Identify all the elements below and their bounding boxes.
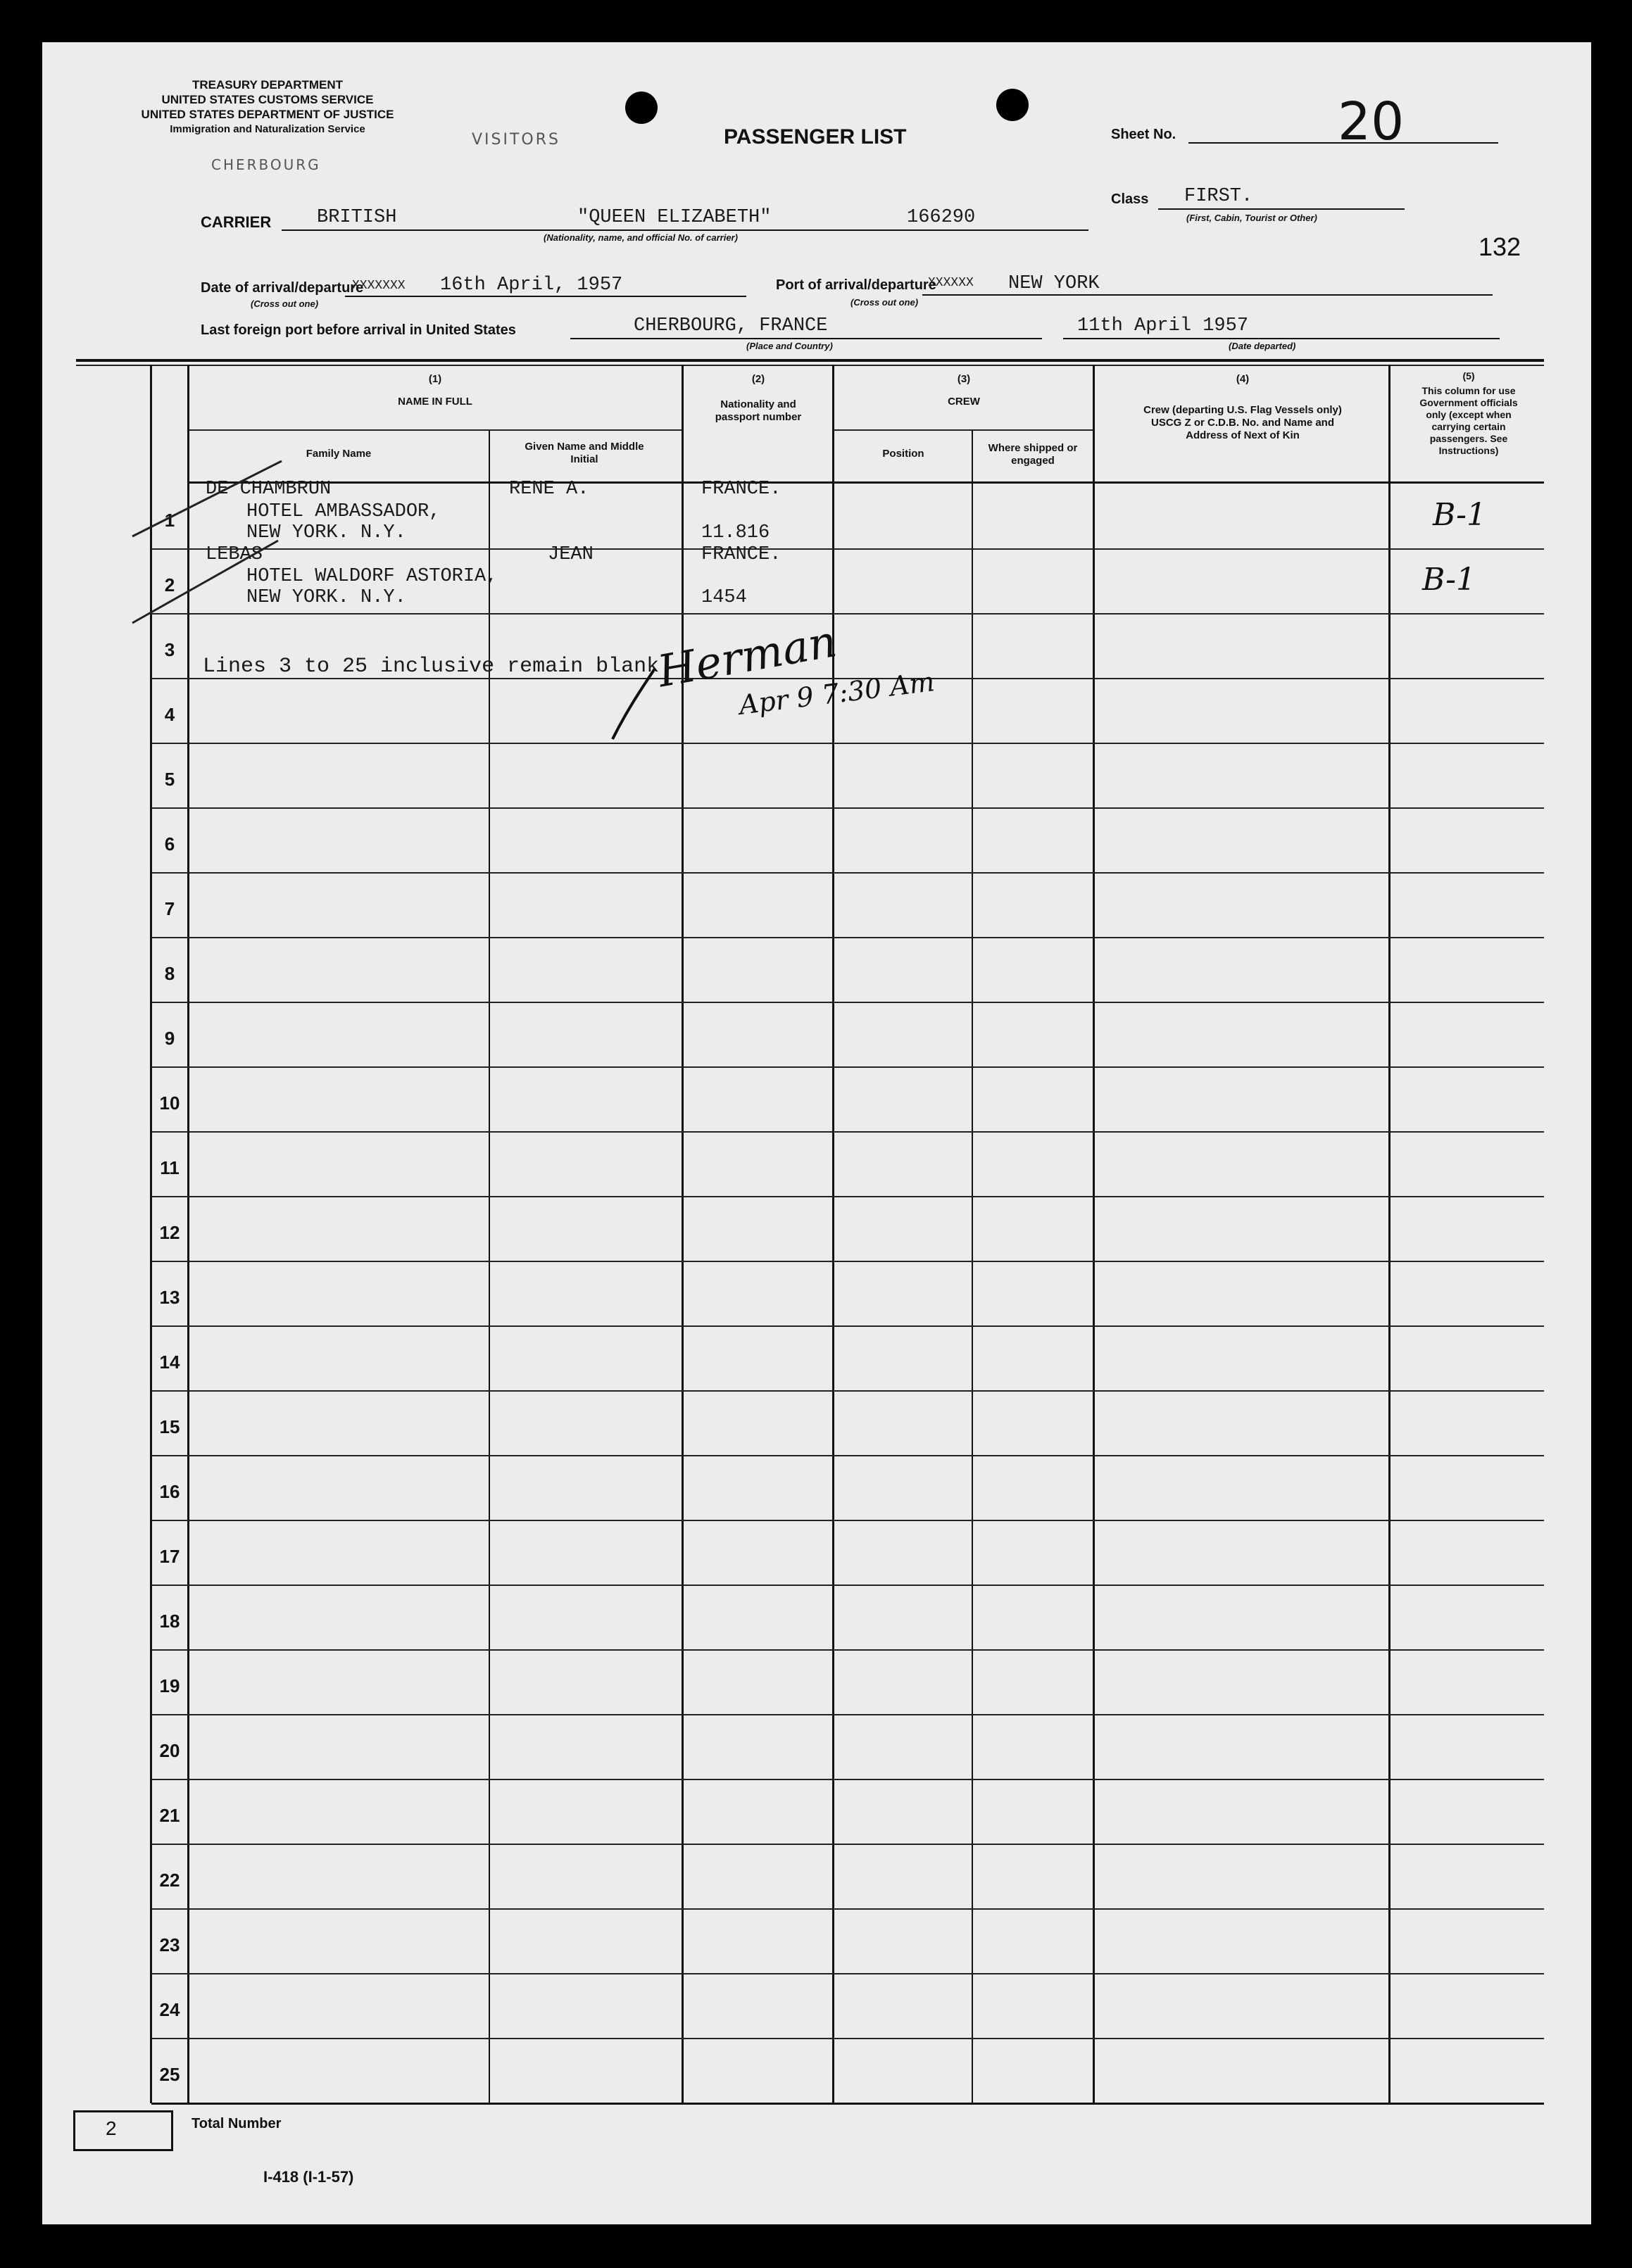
passenger-address: HOTEL WALDORF ASTORIA, (246, 566, 498, 587)
row-rule (151, 872, 1544, 874)
port-line (922, 294, 1493, 296)
row-rule (151, 1066, 1544, 1068)
col2-title: Nationality and passport number (715, 398, 802, 423)
header-bottom-rule (189, 481, 1544, 484)
col-line (972, 429, 973, 2103)
agency-line: Immigration and Naturalization Service (170, 123, 365, 135)
carrier-caption: (Nationality, name, and official No. of carrier) (544, 232, 738, 243)
row-rule (151, 1325, 1544, 1327)
row-rule (151, 1002, 1544, 1003)
row-number: 7 (164, 898, 175, 919)
official-mark: B-1 (1422, 562, 1476, 598)
carrier-line (282, 229, 1088, 231)
port-label: Port of arrival/departure (776, 277, 936, 293)
passenger-address: HOTEL AMBASSADOR, (246, 501, 441, 522)
carrier-number: 166290 (907, 207, 976, 228)
col-line (1093, 365, 1095, 2103)
last-port-value: CHERBOURG, FRANCE (634, 315, 828, 336)
row-number: 24 (159, 1999, 180, 2020)
inspector-signature: Herman (653, 615, 841, 698)
row-number: 12 (159, 1222, 180, 1243)
table-top-rule (76, 359, 1544, 362)
row-number: 11 (160, 1157, 180, 1178)
shipped-header: Where shipped or engaged (988, 442, 1078, 467)
col2-header (684, 373, 832, 424)
row-number: 5 (164, 769, 175, 790)
stamp-cherbourg: CHERBOURG (211, 156, 321, 173)
date-line (345, 296, 746, 297)
row-rule (151, 1131, 1544, 1133)
header-subrule (834, 429, 1093, 431)
given-name-header: Given Name and Middle Initial (525, 441, 644, 465)
row-rule (151, 548, 1544, 550)
agency-line: UNITED STATES DEPARTMENT OF JUSTICE (141, 108, 394, 121)
punch-hole-right (996, 89, 1029, 121)
row-rule (151, 1585, 1544, 1586)
form-id: I-418 (I-1-57) (263, 2168, 354, 2186)
row-rule (151, 1844, 1544, 1845)
row-rule (151, 937, 1544, 938)
col4-title: Crew (departing U.S. Flag Vessels only) USCG Z or C.D.B. No. and Name and Address of Next of Kin (1143, 404, 1342, 441)
row-rule (151, 1261, 1544, 1262)
row-number: 16 (159, 1481, 180, 1502)
place-caption: (Place and Country) (746, 341, 833, 351)
col-line (1388, 365, 1391, 2103)
row-number: 18 (159, 1611, 180, 1632)
family-name-header: Family Name (306, 448, 372, 460)
row-rule (151, 743, 1544, 744)
date-struck: XXXXXXX (352, 279, 406, 293)
row-rule (151, 1908, 1544, 1910)
agency-block (99, 77, 437, 137)
row-number: 2 (164, 574, 175, 596)
date-label: Date of arrival/departure (201, 280, 364, 296)
row-number: 13 (159, 1287, 180, 1308)
class-label: Class (1111, 191, 1149, 207)
carrier-label: CARRIER (201, 213, 272, 231)
row-rule (151, 1714, 1544, 1715)
last-port-line (570, 338, 1042, 339)
passenger-given-name: JEAN (548, 544, 594, 565)
col5-title: This column for use Government officials only (except when carrying certain passengers. See Instructions) (1419, 385, 1518, 456)
col4-header (1098, 373, 1387, 442)
punch-hole-left (625, 92, 658, 124)
row-rule (151, 2038, 1544, 2039)
row-number: 14 (159, 1352, 180, 1373)
col5-header (1391, 370, 1546, 457)
passenger-given-name: RENE A. (509, 479, 589, 500)
row-rule (151, 1649, 1544, 1651)
row-rule (151, 1196, 1544, 1197)
row-number: 1 (164, 510, 175, 531)
header-subrule (189, 429, 682, 431)
port-struck: XXXXXX (928, 276, 974, 290)
table-bottom-rule (151, 2103, 1544, 2105)
row-rule (151, 1520, 1544, 1521)
col2-num: (2) (751, 373, 765, 385)
row-number: 10 (159, 1092, 180, 1114)
row-number: 8 (164, 963, 175, 984)
col1-num: (1) (428, 373, 442, 385)
carrier-name: "QUEEN ELIZABETH" (577, 207, 772, 228)
row-number: 15 (159, 1416, 180, 1437)
passenger-family-name: DE CHAMBRUN (206, 479, 332, 500)
date-value: 16th April, 1957 (440, 275, 623, 296)
row-check-marks (127, 458, 310, 634)
passenger-passport: 11.816 (701, 522, 770, 543)
row-number: 4 (164, 704, 175, 725)
total-value: 2 (106, 2117, 117, 2139)
row-rule (151, 1779, 1544, 1780)
row-rule (151, 807, 1544, 809)
stamp-visitors: VISITORS (472, 131, 560, 149)
passenger-address: NEW YORK. N.Y. (246, 522, 406, 543)
departed-value: 11th April 1957 (1077, 315, 1249, 336)
col3-num: (3) (957, 373, 971, 385)
row-number: 21 (159, 1805, 180, 1826)
departed-caption: (Date departed) (1229, 341, 1296, 351)
table-top-rule-2 (76, 365, 1544, 366)
row-number: 19 (159, 1675, 180, 1696)
official-mark: B-1 (1433, 497, 1487, 533)
last-port-label: Last foreign port before arrival in United States (201, 322, 516, 338)
row-rule (151, 1455, 1544, 1456)
date-cross-caption: (Cross out one) (251, 298, 319, 309)
port-value: NEW YORK (1008, 273, 1100, 294)
signature-stroke (605, 662, 690, 746)
col5-num: (5) (1462, 370, 1475, 382)
row-number: 20 (159, 1740, 180, 1761)
sheet-label: Sheet No. (1111, 127, 1176, 142)
passenger-nationality: FRANCE. (701, 544, 782, 565)
agency-line: TREASURY DEPARTMENT (192, 78, 344, 92)
carrier-nationality: BRITISH (317, 207, 397, 228)
page-number: 132 (1479, 232, 1521, 261)
passenger-list-sheet (42, 42, 1591, 2224)
row-rule (151, 1973, 1544, 1974)
col3-title: CREW (948, 396, 980, 408)
sheet-number: 20 (1338, 92, 1405, 152)
class-caption: (First, Cabin, Tourist or Other) (1186, 213, 1317, 223)
signature-time: Apr 9 7:30 Am (737, 666, 936, 721)
passenger-nationality: FRANCE. (701, 479, 782, 500)
col3-header (835, 373, 1093, 408)
agency-line: UNITED STATES CUSTOMS SERVICE (161, 93, 374, 106)
row-rule (151, 1390, 1544, 1392)
position-header: Position (882, 448, 924, 460)
page-title: PASSENGER LIST (724, 125, 907, 149)
row-number: 6 (164, 833, 175, 855)
col-line (682, 365, 684, 2103)
class-line (1158, 208, 1405, 210)
row-number: 22 (159, 1870, 180, 1891)
row-number: 17 (159, 1546, 180, 1567)
row-number: 9 (164, 1028, 175, 1049)
col1-header (189, 373, 682, 408)
row-number: 3 (164, 639, 175, 660)
class-value: FIRST. (1184, 186, 1253, 207)
blank-lines-note: Lines 3 to 25 inclusive remain blank (203, 655, 660, 679)
passenger-passport: 1454 (701, 587, 747, 608)
passenger-address: NEW YORK. N.Y. (246, 587, 406, 608)
total-label: Total Number (192, 2116, 282, 2131)
passenger-family-name: LEBAS (206, 544, 263, 565)
col-line (489, 429, 490, 2103)
port-cross-caption: (Cross out one) (850, 297, 919, 308)
col1-title: NAME IN FULL (398, 396, 472, 408)
col4-num: (4) (1236, 373, 1250, 385)
row-rule (151, 613, 1544, 615)
total-box (73, 2110, 173, 2151)
row-number: 25 (159, 2064, 180, 2085)
row-number: 23 (159, 1934, 180, 1955)
departed-line (1063, 338, 1500, 339)
